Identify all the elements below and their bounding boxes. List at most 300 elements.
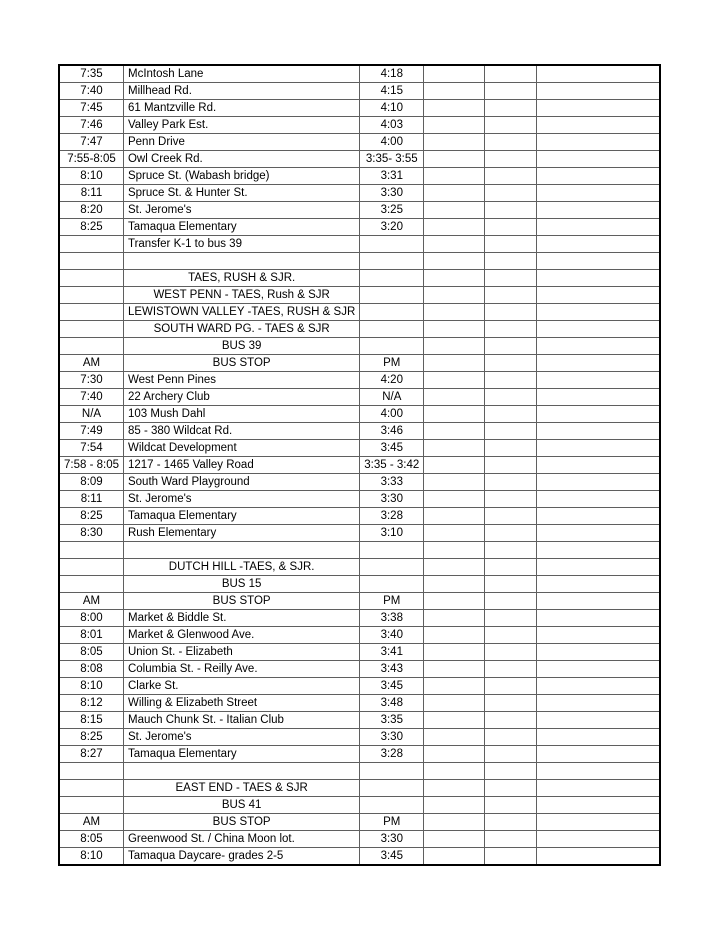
pm-cell: 3:33: [360, 474, 424, 491]
am-cell: 8:20: [59, 202, 123, 219]
stop-cell: Greenwood St. / China Moon lot.: [123, 831, 359, 848]
pm-cell: [360, 797, 424, 814]
empty-cell: [485, 474, 537, 491]
empty-cell: [485, 406, 537, 423]
empty-cell: [424, 559, 485, 576]
pm-cell: 3:46: [360, 423, 424, 440]
stop-cell: West Penn Pines: [123, 372, 359, 389]
empty-cell: [424, 406, 485, 423]
empty-cell: [537, 168, 660, 185]
table-row: [59, 185, 660, 202]
am-cell: 8:10: [59, 678, 123, 695]
empty-cell: [485, 610, 537, 627]
stop-cell: Tamaqua Elementary: [123, 746, 359, 763]
empty-cell: [485, 270, 537, 287]
empty-cell: [424, 100, 485, 117]
empty-cell: [537, 219, 660, 236]
stop-cell: 103 Mush Dahl: [123, 406, 359, 423]
empty-cell: [424, 576, 485, 593]
empty-cell: [485, 151, 537, 168]
stop-cell: Penn Drive: [123, 134, 359, 151]
empty-cell: [537, 661, 660, 678]
empty-cell: [424, 627, 485, 644]
am-cell: 7:40: [59, 83, 123, 100]
stop-cell: St. Jerome's: [123, 729, 359, 746]
empty-cell: [424, 525, 485, 542]
column-header-cell: BUS STOP: [123, 355, 359, 372]
pm-cell: 3:41: [360, 644, 424, 661]
am-cell: 8:10: [59, 848, 123, 866]
empty-cell: [424, 134, 485, 151]
stop-cell: Clarke St.: [123, 678, 359, 695]
empty-cell: [424, 83, 485, 100]
empty-cell: [424, 389, 485, 406]
pm-cell: [360, 542, 424, 559]
table-row: [59, 117, 660, 134]
am-cell: 8:11: [59, 185, 123, 202]
empty-cell: [485, 65, 537, 83]
am-cell: 8:08: [59, 661, 123, 678]
table-row: [59, 848, 660, 866]
stop-cell: Market & Glenwood Ave.: [123, 627, 359, 644]
table-row: [59, 202, 660, 219]
stop-cell: Spruce St. (Wabash bridge): [123, 168, 359, 185]
table-row: [59, 729, 660, 746]
empty-cell: [485, 440, 537, 457]
pm-cell: 3:30: [360, 831, 424, 848]
table-row: [59, 423, 660, 440]
empty-cell: [424, 508, 485, 525]
empty-cell: [424, 185, 485, 202]
empty-cell: [537, 83, 660, 100]
empty-cell: [424, 372, 485, 389]
empty-cell: [424, 168, 485, 185]
empty-cell: [537, 780, 660, 797]
empty-cell: [537, 457, 660, 474]
empty-cell: [537, 559, 660, 576]
stop-cell: 85 - 380 Wildcat Rd.: [123, 423, 359, 440]
empty-cell: [537, 202, 660, 219]
section-title-cell: DUTCH HILL -TAES, & SJR.: [123, 559, 359, 576]
am-cell: 8:27: [59, 746, 123, 763]
empty-cell: [485, 780, 537, 797]
empty-cell: [485, 372, 537, 389]
am-cell: 8:12: [59, 695, 123, 712]
column-header-row: [59, 593, 660, 610]
empty-cell: [424, 457, 485, 474]
stop-cell: Valley Park Est.: [123, 117, 359, 134]
am-cell: 7:40: [59, 389, 123, 406]
pm-cell: 4:03: [360, 117, 424, 134]
column-header-cell: AM: [59, 593, 123, 610]
section-title-row: [59, 304, 660, 321]
empty-cell: [485, 304, 537, 321]
empty-cell: [485, 321, 537, 338]
table-row: [59, 491, 660, 508]
empty-cell: [485, 508, 537, 525]
am-cell: 7:35: [59, 65, 123, 83]
pm-cell: 3:38: [360, 610, 424, 627]
am-cell: [59, 253, 123, 270]
empty-cell: [537, 542, 660, 559]
empty-cell: [485, 355, 537, 372]
stop-cell: South Ward Playground: [123, 474, 359, 491]
stop-cell: Union St. - Elizabeth: [123, 644, 359, 661]
stop-cell: Wildcat Development: [123, 440, 359, 457]
am-cell: 7:47: [59, 134, 123, 151]
empty-cell: [537, 848, 660, 866]
empty-cell: [424, 729, 485, 746]
empty-cell: [485, 236, 537, 253]
am-cell: 8:05: [59, 644, 123, 661]
empty-cell: [424, 287, 485, 304]
empty-cell: [424, 712, 485, 729]
stop-cell: McIntosh Lane: [123, 65, 359, 83]
table-row: [59, 661, 660, 678]
pm-cell: 3:30: [360, 185, 424, 202]
pm-cell: 3:10: [360, 525, 424, 542]
am-cell: 8:01: [59, 627, 123, 644]
empty-cell: [424, 780, 485, 797]
empty-cell: [485, 831, 537, 848]
am-cell: 8:25: [59, 219, 123, 236]
empty-cell: [485, 423, 537, 440]
empty-cell: [537, 372, 660, 389]
section-title-row: [59, 576, 660, 593]
section-title-cell: BUS 15: [123, 576, 359, 593]
stop-cell: Mauch Chunk St. - Italian Club: [123, 712, 359, 729]
empty-cell: [485, 83, 537, 100]
empty-cell: [485, 134, 537, 151]
empty-cell: [537, 151, 660, 168]
empty-cell: [485, 763, 537, 780]
empty-cell: [424, 678, 485, 695]
am-cell: 7:55-8:05: [59, 151, 123, 168]
empty-cell: [537, 304, 660, 321]
column-header-cell: AM: [59, 814, 123, 831]
table-row: [59, 168, 660, 185]
pm-cell: N/A: [360, 389, 424, 406]
empty-cell: [485, 746, 537, 763]
pm-cell: [360, 763, 424, 780]
am-cell: 8:25: [59, 508, 123, 525]
empty-cell: [424, 65, 485, 83]
pm-cell: [360, 321, 424, 338]
column-header-cell: BUS STOP: [123, 593, 359, 610]
am-cell: 7:58 - 8:05: [59, 457, 123, 474]
empty-cell: [537, 253, 660, 270]
empty-cell: [537, 746, 660, 763]
table-row: [59, 525, 660, 542]
empty-cell: [424, 491, 485, 508]
pm-cell: [360, 253, 424, 270]
am-cell: 8:09: [59, 474, 123, 491]
empty-cell: [537, 763, 660, 780]
empty-cell: [424, 848, 485, 866]
column-header-cell: PM: [360, 355, 424, 372]
pm-cell: [360, 236, 424, 253]
am-cell: [59, 576, 123, 593]
section-title-row: [59, 780, 660, 797]
stop-cell: Owl Creek Rd.: [123, 151, 359, 168]
table-row: [59, 610, 660, 627]
empty-cell: [537, 695, 660, 712]
empty-cell: [537, 321, 660, 338]
am-cell: 8:10: [59, 168, 123, 185]
empty-cell: [424, 440, 485, 457]
section-title-row: [59, 338, 660, 355]
am-cell: [59, 559, 123, 576]
stop-cell: St. Jerome's: [123, 202, 359, 219]
pm-cell: 4:18: [360, 65, 424, 83]
table-row: [59, 134, 660, 151]
empty-cell: [485, 168, 537, 185]
empty-cell: [537, 423, 660, 440]
stop-cell: St. Jerome's: [123, 491, 359, 508]
am-cell: 8:00: [59, 610, 123, 627]
section-title-cell: TAES, RUSH & SJR.: [123, 270, 359, 287]
empty-cell: [424, 644, 485, 661]
empty-cell: [537, 678, 660, 695]
column-header-cell: AM: [59, 355, 123, 372]
pm-cell: 3:45: [360, 848, 424, 866]
empty-cell: [537, 270, 660, 287]
pm-cell: 4:15: [360, 83, 424, 100]
empty-cell: [485, 287, 537, 304]
empty-cell: [537, 729, 660, 746]
column-header-row: [59, 814, 660, 831]
section-title-row: [59, 287, 660, 304]
empty-cell: [537, 474, 660, 491]
empty-cell: [537, 831, 660, 848]
column-header-row: [59, 355, 660, 372]
pm-cell: [360, 270, 424, 287]
empty-cell: [424, 423, 485, 440]
am-cell: [59, 780, 123, 797]
stop-cell: [123, 253, 359, 270]
pm-cell: 3:31: [360, 168, 424, 185]
table-row: [59, 151, 660, 168]
blank-row: [59, 763, 660, 780]
empty-cell: [424, 610, 485, 627]
table-row: [59, 831, 660, 848]
note-row: [59, 236, 660, 253]
am-cell: [59, 270, 123, 287]
empty-cell: [537, 797, 660, 814]
empty-cell: [537, 508, 660, 525]
table-row: [59, 440, 660, 457]
stop-cell: Transfer K-1 to bus 39: [123, 236, 359, 253]
table-row: [59, 219, 660, 236]
stop-cell: Spruce St. & Hunter St.: [123, 185, 359, 202]
empty-cell: [537, 355, 660, 372]
stop-cell: 61 Mantzville Rd.: [123, 100, 359, 117]
empty-cell: [485, 542, 537, 559]
am-cell: 7:30: [59, 372, 123, 389]
am-cell: 7:45: [59, 100, 123, 117]
stop-cell: Millhead Rd.: [123, 83, 359, 100]
pm-cell: [360, 338, 424, 355]
stop-cell: Tamaqua Daycare- grades 2-5: [123, 848, 359, 866]
empty-cell: [537, 134, 660, 151]
pm-cell: 3:25: [360, 202, 424, 219]
empty-cell: [424, 831, 485, 848]
empty-cell: [537, 236, 660, 253]
empty-cell: [424, 270, 485, 287]
table-row: [59, 406, 660, 423]
section-title-cell: SOUTH WARD PG. - TAES & SJR: [123, 321, 359, 338]
stop-cell: Tamaqua Elementary: [123, 219, 359, 236]
stop-cell: 22 Archery Club: [123, 389, 359, 406]
empty-cell: [537, 644, 660, 661]
empty-cell: [485, 491, 537, 508]
section-title-row: [59, 270, 660, 287]
am-cell: [59, 797, 123, 814]
am-cell: 8:30: [59, 525, 123, 542]
empty-cell: [485, 712, 537, 729]
empty-cell: [485, 185, 537, 202]
empty-cell: [424, 219, 485, 236]
am-cell: [59, 236, 123, 253]
empty-cell: [537, 814, 660, 831]
stop-cell: [123, 542, 359, 559]
empty-cell: [485, 695, 537, 712]
stop-cell: Tamaqua Elementary: [123, 508, 359, 525]
empty-cell: [424, 236, 485, 253]
empty-cell: [537, 287, 660, 304]
empty-cell: [424, 338, 485, 355]
empty-cell: [485, 219, 537, 236]
stop-cell: Market & Biddle St.: [123, 610, 359, 627]
empty-cell: [424, 593, 485, 610]
am-cell: N/A: [59, 406, 123, 423]
am-cell: 8:05: [59, 831, 123, 848]
table-row: [59, 457, 660, 474]
empty-cell: [537, 712, 660, 729]
am-cell: 8:15: [59, 712, 123, 729]
empty-cell: [424, 151, 485, 168]
column-header-cell: PM: [360, 593, 424, 610]
empty-cell: [537, 593, 660, 610]
empty-cell: [485, 576, 537, 593]
section-title-row: [59, 797, 660, 814]
empty-cell: [424, 474, 485, 491]
pm-cell: 3:40: [360, 627, 424, 644]
am-cell: [59, 338, 123, 355]
am-cell: [59, 287, 123, 304]
empty-cell: [537, 610, 660, 627]
table-row: [59, 372, 660, 389]
table-row: [59, 389, 660, 406]
column-header-cell: BUS STOP: [123, 814, 359, 831]
pm-cell: 4:00: [360, 406, 424, 423]
empty-cell: [424, 321, 485, 338]
pm-cell: 4:20: [360, 372, 424, 389]
pm-cell: [360, 780, 424, 797]
empty-cell: [485, 389, 537, 406]
empty-cell: [537, 117, 660, 134]
empty-cell: [424, 746, 485, 763]
table-row: [59, 100, 660, 117]
section-title-cell: LEWISTOWN VALLEY -TAES, RUSH & SJR: [123, 304, 359, 321]
empty-cell: [424, 202, 485, 219]
empty-cell: [537, 338, 660, 355]
am-cell: 7:49: [59, 423, 123, 440]
table-row: [59, 712, 660, 729]
empty-cell: [424, 661, 485, 678]
pm-cell: 3:48: [360, 695, 424, 712]
pm-cell: 4:10: [360, 100, 424, 117]
am-cell: [59, 542, 123, 559]
pm-cell: 3:35- 3:55: [360, 151, 424, 168]
empty-cell: [537, 576, 660, 593]
empty-cell: [485, 661, 537, 678]
am-cell: 8:11: [59, 491, 123, 508]
pm-cell: [360, 559, 424, 576]
pm-cell: 3:45: [360, 678, 424, 695]
pm-cell: [360, 304, 424, 321]
am-cell: [59, 763, 123, 780]
stop-cell: Rush Elementary: [123, 525, 359, 542]
table-row: [59, 508, 660, 525]
empty-cell: [537, 406, 660, 423]
empty-cell: [485, 593, 537, 610]
pm-cell: 3:28: [360, 508, 424, 525]
section-title-row: [59, 321, 660, 338]
empty-cell: [537, 185, 660, 202]
empty-cell: [424, 763, 485, 780]
stop-cell: [123, 763, 359, 780]
stop-cell: Willing & Elizabeth Street: [123, 695, 359, 712]
empty-cell: [424, 695, 485, 712]
pm-cell: 3:35: [360, 712, 424, 729]
pm-cell: 3:30: [360, 729, 424, 746]
empty-cell: [537, 525, 660, 542]
empty-cell: [485, 814, 537, 831]
bus-schedule-table: [58, 64, 661, 866]
empty-cell: [485, 457, 537, 474]
table-row: [59, 695, 660, 712]
am-cell: [59, 304, 123, 321]
empty-cell: [424, 542, 485, 559]
empty-cell: [485, 678, 537, 695]
table-row: [59, 644, 660, 661]
pm-cell: 3:28: [360, 746, 424, 763]
am-cell: 7:46: [59, 117, 123, 134]
empty-cell: [537, 100, 660, 117]
empty-cell: [537, 440, 660, 457]
pm-cell: [360, 576, 424, 593]
empty-cell: [485, 338, 537, 355]
pm-cell: 3:45: [360, 440, 424, 457]
empty-cell: [424, 117, 485, 134]
am-cell: 8:25: [59, 729, 123, 746]
empty-cell: [537, 491, 660, 508]
am-cell: 7:54: [59, 440, 123, 457]
pm-cell: 3:20: [360, 219, 424, 236]
empty-cell: [485, 525, 537, 542]
section-title-row: [59, 559, 660, 576]
table-row: [59, 65, 660, 83]
section-title-cell: WEST PENN - TAES, Rush & SJR: [123, 287, 359, 304]
empty-cell: [537, 65, 660, 83]
empty-cell: [485, 848, 537, 866]
empty-cell: [424, 355, 485, 372]
am-cell: [59, 321, 123, 338]
empty-cell: [537, 627, 660, 644]
empty-cell: [424, 304, 485, 321]
blank-row: [59, 542, 660, 559]
